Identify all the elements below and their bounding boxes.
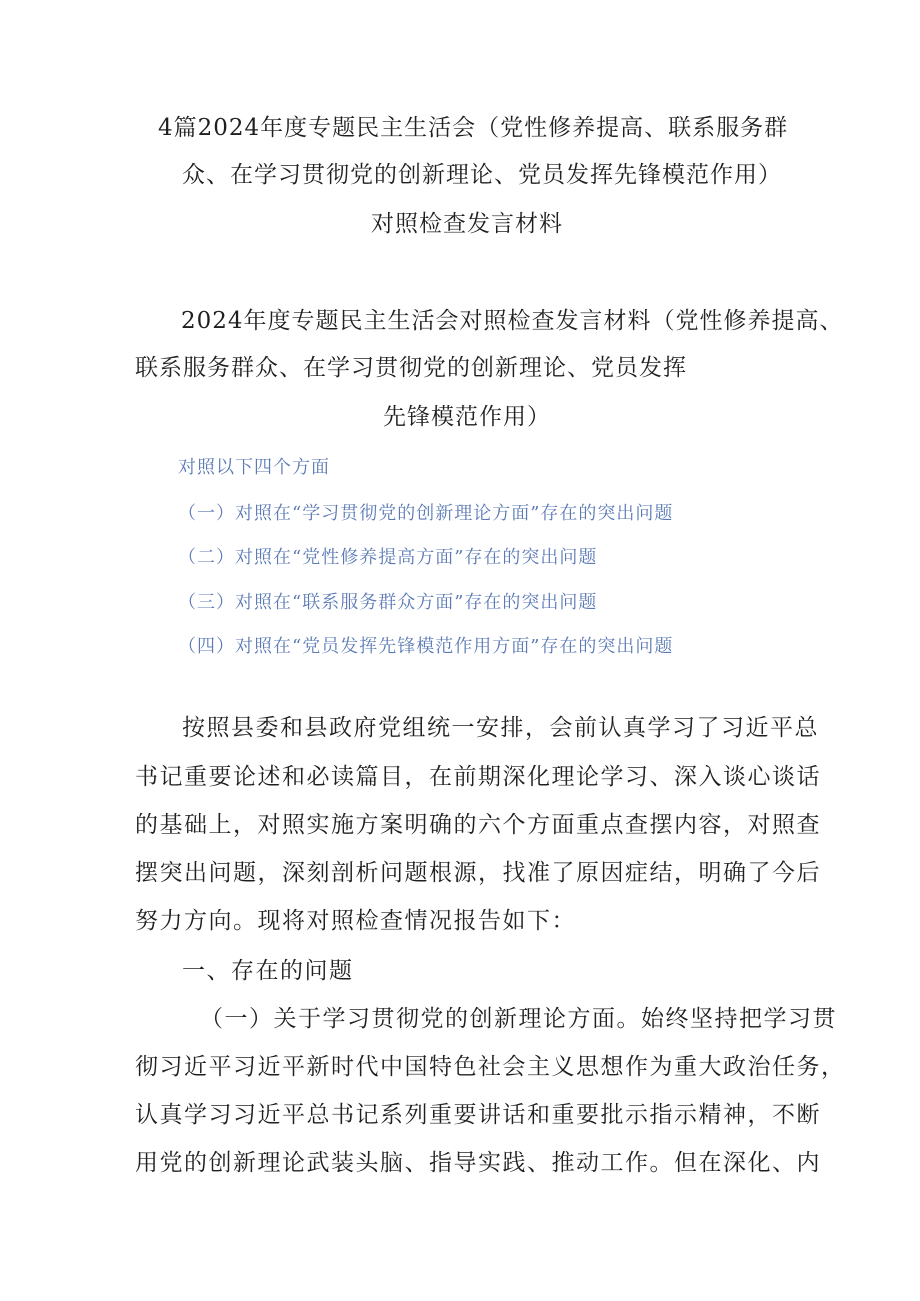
toc-item-2[interactable]: （二）对照在“党性修养提高方面”存在的突出问题 <box>178 547 598 568</box>
intro-line-5: 努力方向。现将对照检查情况报告如下： <box>135 908 576 934</box>
intro-line-4: 摆突出问题，深刻剖析问题根源，找准了原因症结，明确了今后 <box>135 860 821 886</box>
subtitle-line-3: 先锋模范作用） <box>383 404 551 430</box>
subtitle-line-2: 联系服务群众、在学习贯彻党的创新理论、党员发挥 <box>135 355 687 381</box>
section-line-4: 用党的创新理论武装头脑、指导实践、推动工作。但在深化、内 <box>135 1150 821 1176</box>
document-title-line-1 <box>158 117 788 140</box>
section-line-1: （一）关于学习贯彻党的创新理论方面。始终坚持把学习贯 <box>200 1006 837 1032</box>
toc-item-4[interactable]: （四）对照在“党员发挥先锋模范作用方面”存在的突出问题 <box>178 636 674 657</box>
toc-item-3[interactable]: （三）对照在“联系服务群众方面”存在的突出问题 <box>178 592 598 613</box>
toc-heading[interactable]: 对照以下四个方面 <box>178 457 330 478</box>
section-line-2: 彻习近平习近平新时代中国特色社会主义思想作为重大政治任务， <box>135 1054 846 1080</box>
intro-line-3: 的基础上，对照实施方案明确的六个方面重点查摆内容，对照查 <box>135 812 821 838</box>
section-heading: 一、存在的问题 <box>182 958 354 984</box>
title-text-1: 4篇2024年度专题民主生活会（党性修养提高、联系服务群 <box>158 115 789 141</box>
section-line-3: 认真学习习近平总书记系列重要讲话和重要批示指示精神，不断 <box>135 1102 821 1128</box>
document-title-line-2: 众、在学习贯彻党的创新理论、党员发挥先锋模范作用） <box>182 162 782 188</box>
subtitle-line-1: 2024年度专题民主生活会对照检查发言材料（党性修养提高、 <box>181 308 844 334</box>
toc-item-1[interactable]: （一）对照在“学习贯彻党的创新理论方面”存在的突出问题 <box>178 503 674 524</box>
document-title-line-3: 对照检查发言材料 <box>371 211 563 237</box>
intro-line-2: 书记重要论述和必读篇目，在前期深化理论学习、深入谈心谈话 <box>135 764 821 790</box>
intro-line-1: 按照县委和县政府党组统一安排，会前认真学习了习近平总 <box>182 715 819 741</box>
